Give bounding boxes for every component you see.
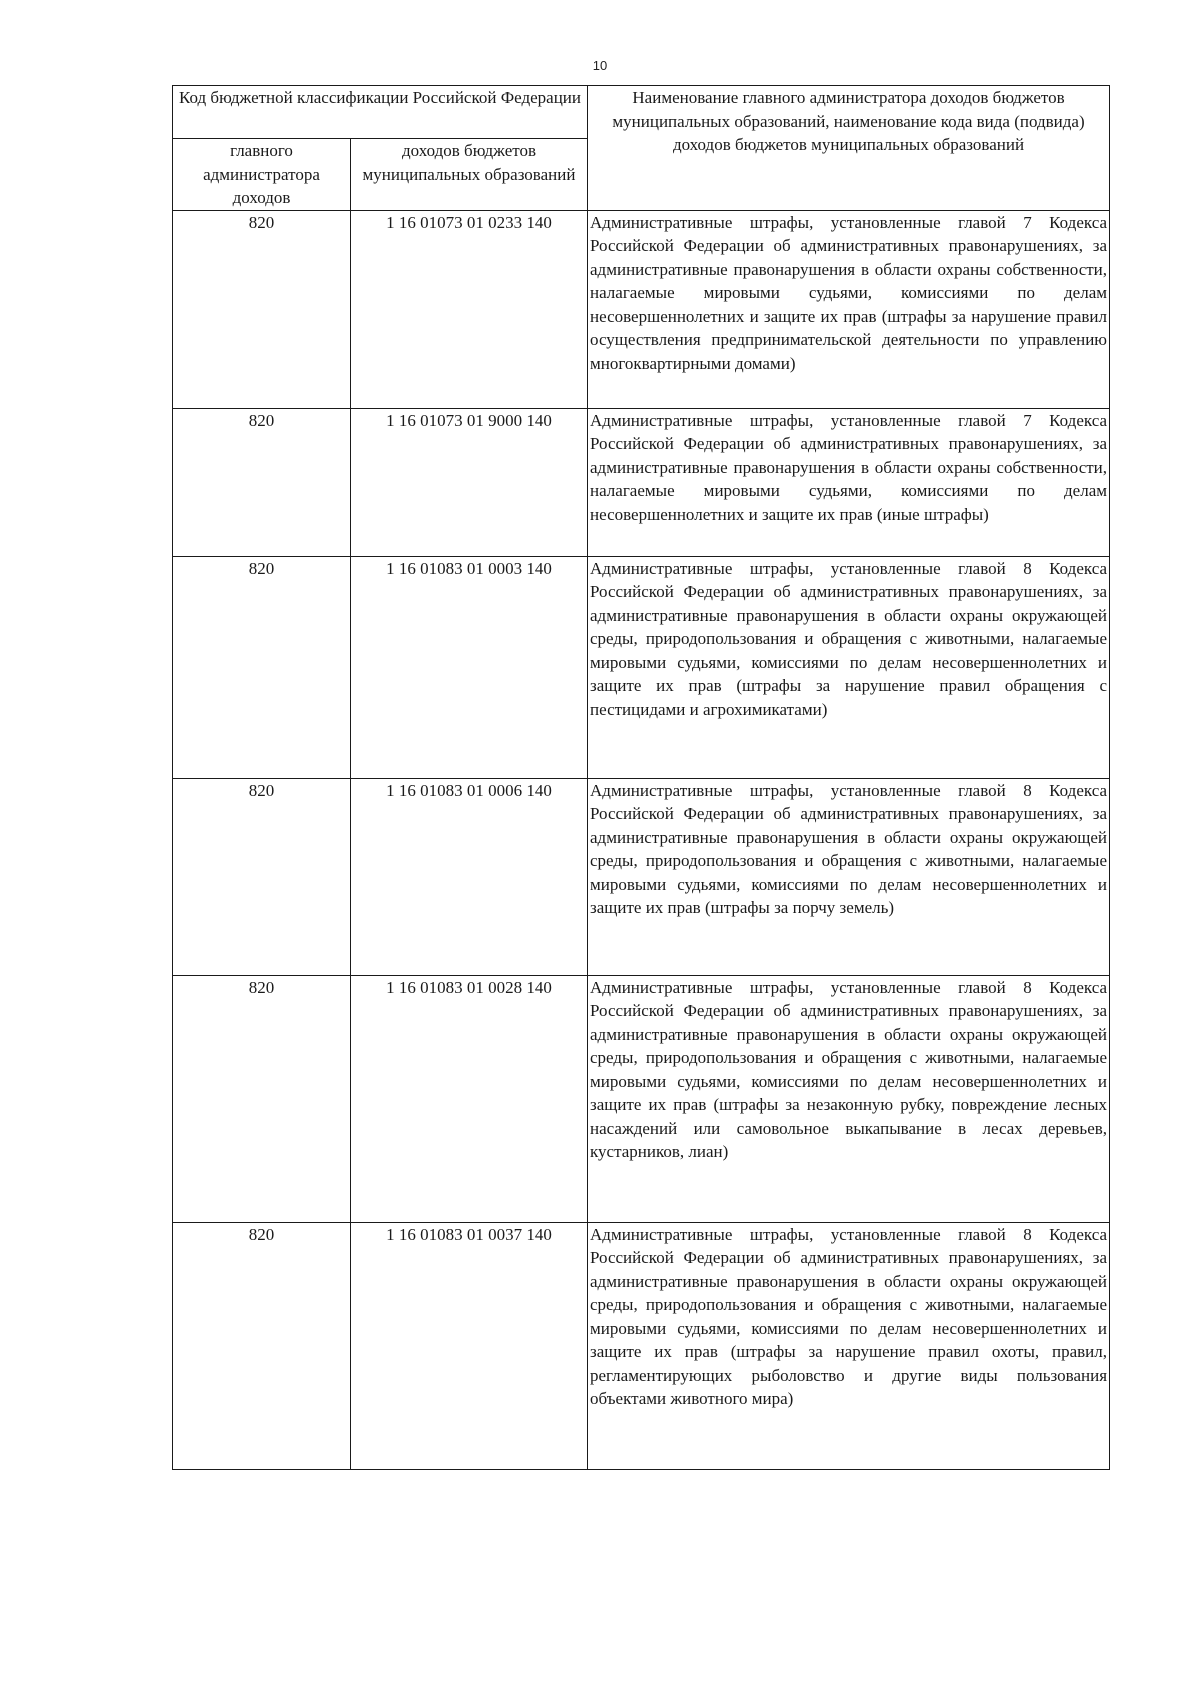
income-column-header: доходов бюджетов муниципальных образований bbox=[351, 139, 588, 211]
description-cell: Административные штрафы, установленные главой 7 Кодекса Российской Федерации об административных правонарушениях, за административные правонарушения в области охраны собственности, налагаемые мировыми судьями, комиссиями по делам несовершеннолетних и защите их прав (иные штрафы) bbox=[588, 408, 1110, 556]
table-row bbox=[173, 210, 1110, 408]
income-code-cell: 1 16 01083 01 0003 140 bbox=[351, 556, 588, 778]
table-row bbox=[173, 408, 1110, 556]
income-code-cell: 1 16 01083 01 0037 140 bbox=[351, 1222, 588, 1469]
admin-code-cell: 820 bbox=[173, 1222, 351, 1469]
budget-classification-table bbox=[172, 85, 1110, 1470]
admin-code-cell: 820 bbox=[173, 408, 351, 556]
description-cell: Административные штрафы, установленные главой 8 Кодекса Российской Федерации об административных правонарушениях, за административные правонарушения в области охраны окружающей среды, природопользования и обращения с животными, налагаемые мировыми судьями, комиссиями по делам несовершеннолетних и защите их прав (штрафы за порчу земель) bbox=[588, 778, 1110, 975]
description-cell: Административные штрафы, установленные главой 8 Кодекса Российской Федерации об административных правонарушениях, за административные правонарушения в области охраны окружающей среды, природопользования и обращения с животными, налагаемые мировыми судьями, комиссиями по делам несовершеннолетних и защите их прав (штрафы за нарушение правил обращения с пестицидами и агрохимикатами) bbox=[588, 556, 1110, 778]
admin-code-cell: 820 bbox=[173, 210, 351, 408]
table-row bbox=[173, 778, 1110, 975]
income-code-cell: 1 16 01073 01 9000 140 bbox=[351, 408, 588, 556]
income-code-cell: 1 16 01073 01 0233 140 bbox=[351, 210, 588, 408]
table-row bbox=[173, 975, 1110, 1222]
description-cell: Административные штрафы, установленные главой 8 Кодекса Российской Федерации об административных правонарушениях, за административные правонарушения в области охраны окружающей среды, природопользования и обращения с животными, налагаемые мировыми судьями, комиссиями по делам несовершеннолетних и защите их прав (штрафы за нарушение правил охоты, правил, регламентирующих рыболовство и другие виды пользования объектами животного мира) bbox=[588, 1222, 1110, 1469]
admin-code-cell: 820 bbox=[173, 778, 351, 975]
name-column-header: Наименование главного администратора доходов бюджетов муниципальных образований, наименование кода вида (подвида) доходов бюджетов муниципальных образований bbox=[588, 86, 1110, 211]
description-cell: Административные штрафы, установленные главой 8 Кодекса Российской Федерации об административных правонарушениях, за административные правонарушения в области охраны окружающей среды, природопользования и обращения с животными, налагаемые мировыми судьями, комиссиями по делам несовершеннолетних и защите их прав (штрафы за незаконную рубку, повреждение лесных насаждений или самовольное выкапывание в лесах деревьев, кустарников, лиан) bbox=[588, 975, 1110, 1222]
budget-code-group-header: Код бюджетной классификации Российской Федерации bbox=[173, 86, 588, 139]
income-code-cell: 1 16 01083 01 0028 140 bbox=[351, 975, 588, 1222]
table-row bbox=[173, 556, 1110, 778]
table-row bbox=[173, 1222, 1110, 1469]
page-number: 10 bbox=[592, 58, 608, 73]
admin-code-cell: 820 bbox=[173, 975, 351, 1222]
admin-column-header: главного администратора доходов bbox=[173, 139, 351, 211]
admin-code-cell: 820 bbox=[173, 556, 351, 778]
income-code-cell: 1 16 01083 01 0006 140 bbox=[351, 778, 588, 975]
description-cell: Административные штрафы, установленные главой 7 Кодекса Российской Федерации об административных правонарушениях, за административные правонарушения в области охраны собственности, налагаемые мировыми судьями, комиссиями по делам несовершеннолетних и защите их прав (штрафы за нарушение правил осуществления предпринимательской деятельности по управлению многоквартирными домами) bbox=[588, 210, 1110, 408]
